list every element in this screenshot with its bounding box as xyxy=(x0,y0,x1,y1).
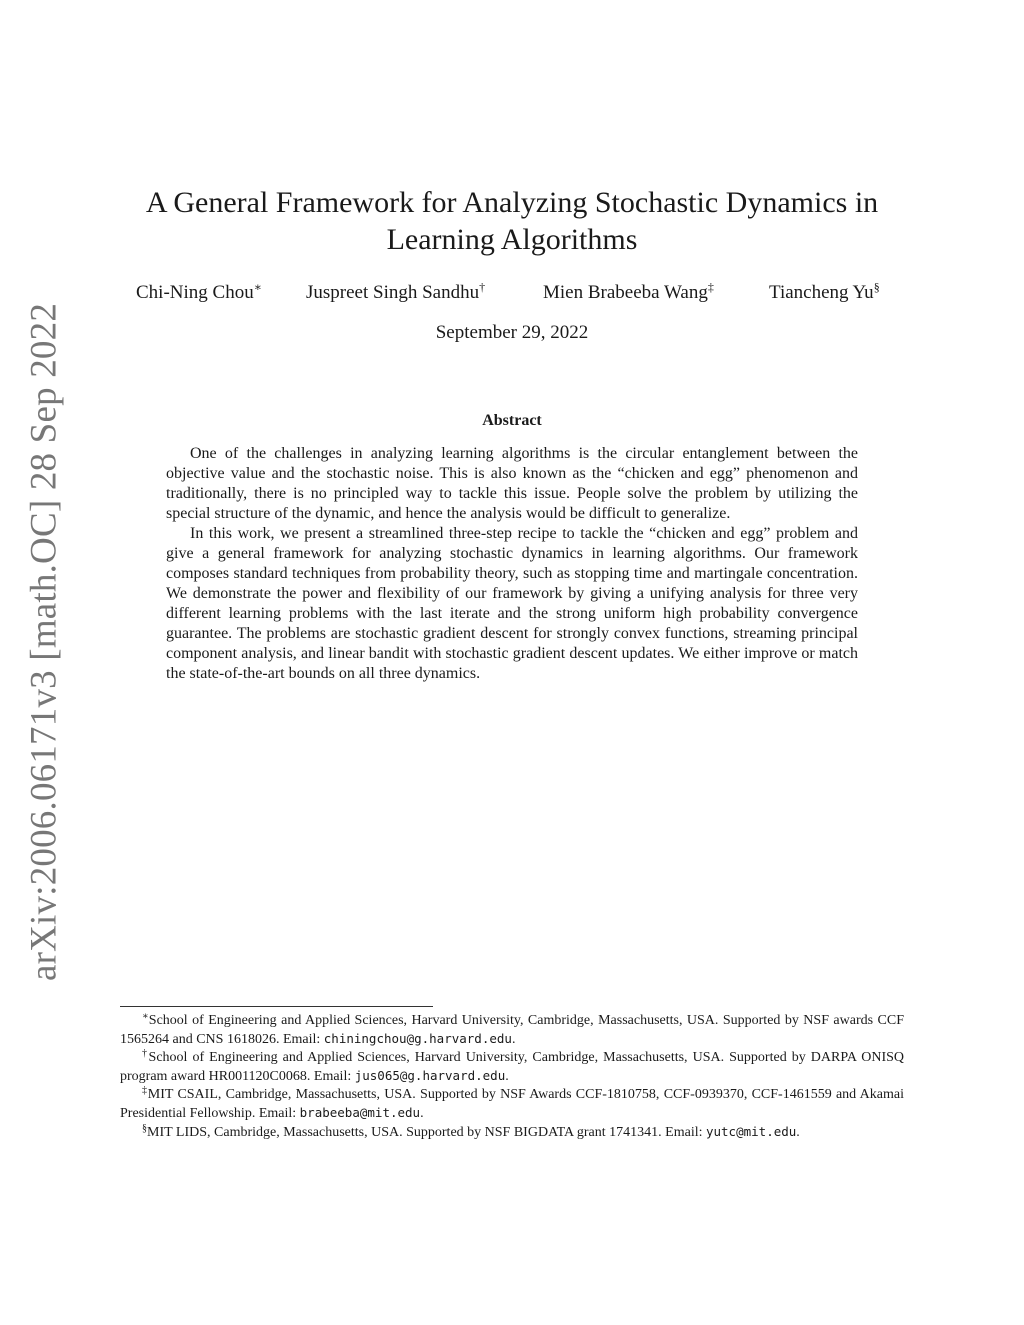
abstract-paragraph-1: One of the challenges in analyzing learning algorithms is the circular entanglement between the objective value and the stochastic noise. This is also known as the “chicken and egg” phenomenon and traditionally, there is no principled way to tackle this issue. People solve the problem by utilizing the special structure of the dynamic, and hence the analysis would be difficult to generalize. xyxy=(166,445,858,522)
author-footnote-mark: ‡ xyxy=(707,280,714,294)
author-footnote-mark: § xyxy=(873,280,880,294)
footnote-text: School of Engineering and Applied Sciences, Harvard University, Cambridge, Massachusetts, USA. Supported by DARPA ONISQ program award HR001120C0068. Email: xyxy=(120,1050,905,1084)
footnote-end: . xyxy=(505,1069,509,1084)
author-chou xyxy=(136,282,262,304)
footnote-mark: ‡ xyxy=(142,1085,148,1096)
author-name: Juspreet Singh Sandhu xyxy=(306,282,480,303)
footnote-text: MIT CSAIL, Cambridge, Massachusetts, USA. Supported by NSF Awards CCF-1810758, CCF-0939370, CCF-1461559 and Akamai Presidential Fellowship. Email: xyxy=(120,1087,904,1121)
footnote-end: . xyxy=(511,1032,516,1047)
footnotes xyxy=(120,1012,904,1142)
author-name: Chi-Ning Chou xyxy=(136,282,254,303)
footnote-3 xyxy=(120,1086,904,1123)
author-footnote-mark: ∗ xyxy=(253,280,262,294)
author-list xyxy=(0,282,1024,306)
title-line-1: A General Framework for Analyzing Stochastic Dynamics in xyxy=(145,186,879,219)
author-name: Mien Brabeeba Wang xyxy=(543,282,708,303)
footnote-email[interactable]: brabeeba@mit.edu xyxy=(299,1105,421,1120)
footnote-mark: § xyxy=(142,1123,147,1134)
title-line-2: Learning Algorithms xyxy=(386,223,638,256)
abstract-body xyxy=(166,444,858,684)
footnote-divider xyxy=(120,1006,433,1007)
footnote-email[interactable]: jus065@g.harvard.edu xyxy=(354,1068,506,1083)
footnote-text: School of Engineering and Applied Sciences, Harvard University, Cambridge, Massachusetts, USA. Supported by NSF awards CCF 1565264 and CNS 1618026. Email: xyxy=(120,1013,904,1047)
abstract-paragraph-2: In this work, we present a streamlined three-step recipe to tackle the “chicken and egg” problem and give a general framework for analyzing stochastic dynamics in learning algorithms. Our framework composes standard techniques from probability theory, such as stopping time and martingale concentration. We demonstrate the power and flexibility of our framework by giving a unifying analysis for three very different learning problems with the last iterate and the strong uniform high probability convergence guarantee. The problems are stochastic gradient descent for strongly convex functions, streaming principal component analysis, and linear bandit with stochastic gradient descent updates. We either improve or match the state-of-the-art bounds on all three dynamics. xyxy=(166,525,858,682)
paper-title xyxy=(120,184,904,258)
arxiv-identifier-stamp: arXiv:2006.06171v3 [math.OC] 28 Sep 2022 xyxy=(23,302,65,982)
abstract-heading: Abstract xyxy=(482,412,542,429)
author-yu xyxy=(769,282,880,304)
publication-date: September 29, 2022 xyxy=(435,322,589,343)
footnote-email[interactable]: yutc@mit.edu xyxy=(705,1124,797,1139)
author-footnote-mark: † xyxy=(479,280,486,294)
footnote-4 xyxy=(120,1123,904,1142)
footnote-text: MIT LIDS, Cambridge, Massachusetts, USA. Supported by NSF BIGDATA grant 1741341. Email: xyxy=(147,1125,706,1140)
author-sandhu xyxy=(306,282,485,304)
footnote-mark: ∗ xyxy=(142,1011,149,1022)
footnote-end: . xyxy=(420,1106,424,1121)
footnote-1 xyxy=(120,1012,904,1049)
footnote-mark: † xyxy=(142,1048,149,1059)
author-wang xyxy=(543,282,714,304)
author-name: Tiancheng Yu xyxy=(769,282,874,303)
footnote-email[interactable]: chiningchou@g.harvard.edu xyxy=(323,1031,512,1046)
footnote-end: . xyxy=(796,1125,800,1140)
footnote-2 xyxy=(120,1049,904,1086)
